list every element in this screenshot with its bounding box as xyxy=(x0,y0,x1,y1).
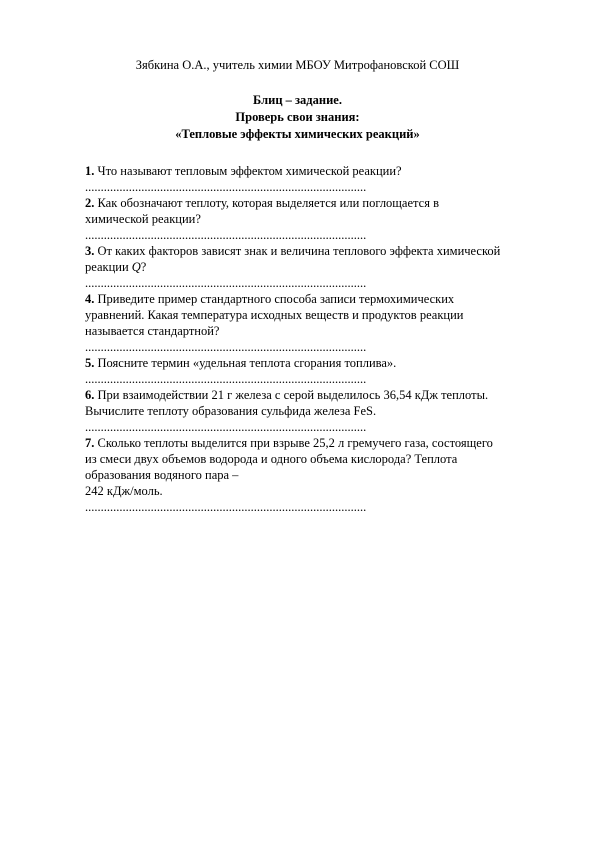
question-number: 2. xyxy=(85,196,95,210)
author-line: Зябкина О.А., учитель химии МБОУ Митрофановской СОШ xyxy=(135,58,460,72)
answer-line[interactable]: .......................................................................................... xyxy=(85,228,367,242)
questions-list xyxy=(85,163,565,515)
question-3 xyxy=(85,243,565,291)
answer-line[interactable]: .......................................................................................... xyxy=(85,180,367,194)
question-7 xyxy=(85,435,565,515)
title-block xyxy=(0,92,595,143)
symbol-q: Q xyxy=(131,260,141,274)
title-line-2: Проверь свои знания: xyxy=(235,110,360,124)
question-number: 7. xyxy=(85,436,95,450)
question-text: Что называют тепловым эффектом химической реакции? xyxy=(97,164,402,178)
question-5 xyxy=(85,355,565,387)
answer-line[interactable]: .......................................................................................... xyxy=(85,372,367,386)
question-text: уравнений. Какая температура исходных веществ и продуктов реакции xyxy=(85,308,464,322)
question-text: Сколько теплоты выделится при взрыве 25,2 л гремучего газа, состоящего xyxy=(97,436,493,450)
question-text: Поясните термин «удельная теплота сгорания топлива». xyxy=(97,356,397,370)
question-text: При взаимодействии 21 г железа с серой выделилось 36,54 кДж теплоты. xyxy=(97,388,489,402)
answer-line[interactable]: .......................................................................................... xyxy=(85,340,367,354)
question-text: От каких факторов зависят знак и величина теплового эффекта химической xyxy=(97,244,501,258)
question-mark: ? xyxy=(140,260,147,274)
answer-line[interactable]: .......................................................................................... xyxy=(85,420,367,434)
question-text: образования водяного пара – xyxy=(85,468,239,482)
question-number: 1. xyxy=(85,164,95,178)
title-line-3: «Тепловые эффекты химических реакций» xyxy=(175,127,420,141)
question-text: химической реакции? xyxy=(85,212,201,226)
question-2 xyxy=(85,195,565,243)
question-text: реакции xyxy=(85,260,132,274)
question-number: 5. xyxy=(85,356,95,370)
question-text: называется стандартной? xyxy=(85,324,220,338)
question-text: из смеси двух объемов водорода и одного объема кислорода? Теплота xyxy=(85,452,458,466)
question-1 xyxy=(85,163,565,195)
question-number: 4. xyxy=(85,292,95,306)
question-number: 6. xyxy=(85,388,95,402)
question-6 xyxy=(85,387,565,435)
question-number: 3. xyxy=(85,244,95,258)
answer-line[interactable]: .......................................................................................... xyxy=(85,276,367,290)
title-line-1: Блиц – задание. xyxy=(253,93,342,107)
question-4 xyxy=(85,291,565,355)
question-text: Приведите пример стандартного способа записи термохимических xyxy=(97,292,455,306)
question-text: 242 кДж/моль. xyxy=(85,484,163,498)
question-text: Вычислите теплоту образования сульфида железа FeS. xyxy=(85,404,377,418)
question-text: Как обозначают теплоту, которая выделяется или поглощается в xyxy=(97,196,439,210)
answer-line[interactable]: .......................................................................................... xyxy=(85,500,367,514)
